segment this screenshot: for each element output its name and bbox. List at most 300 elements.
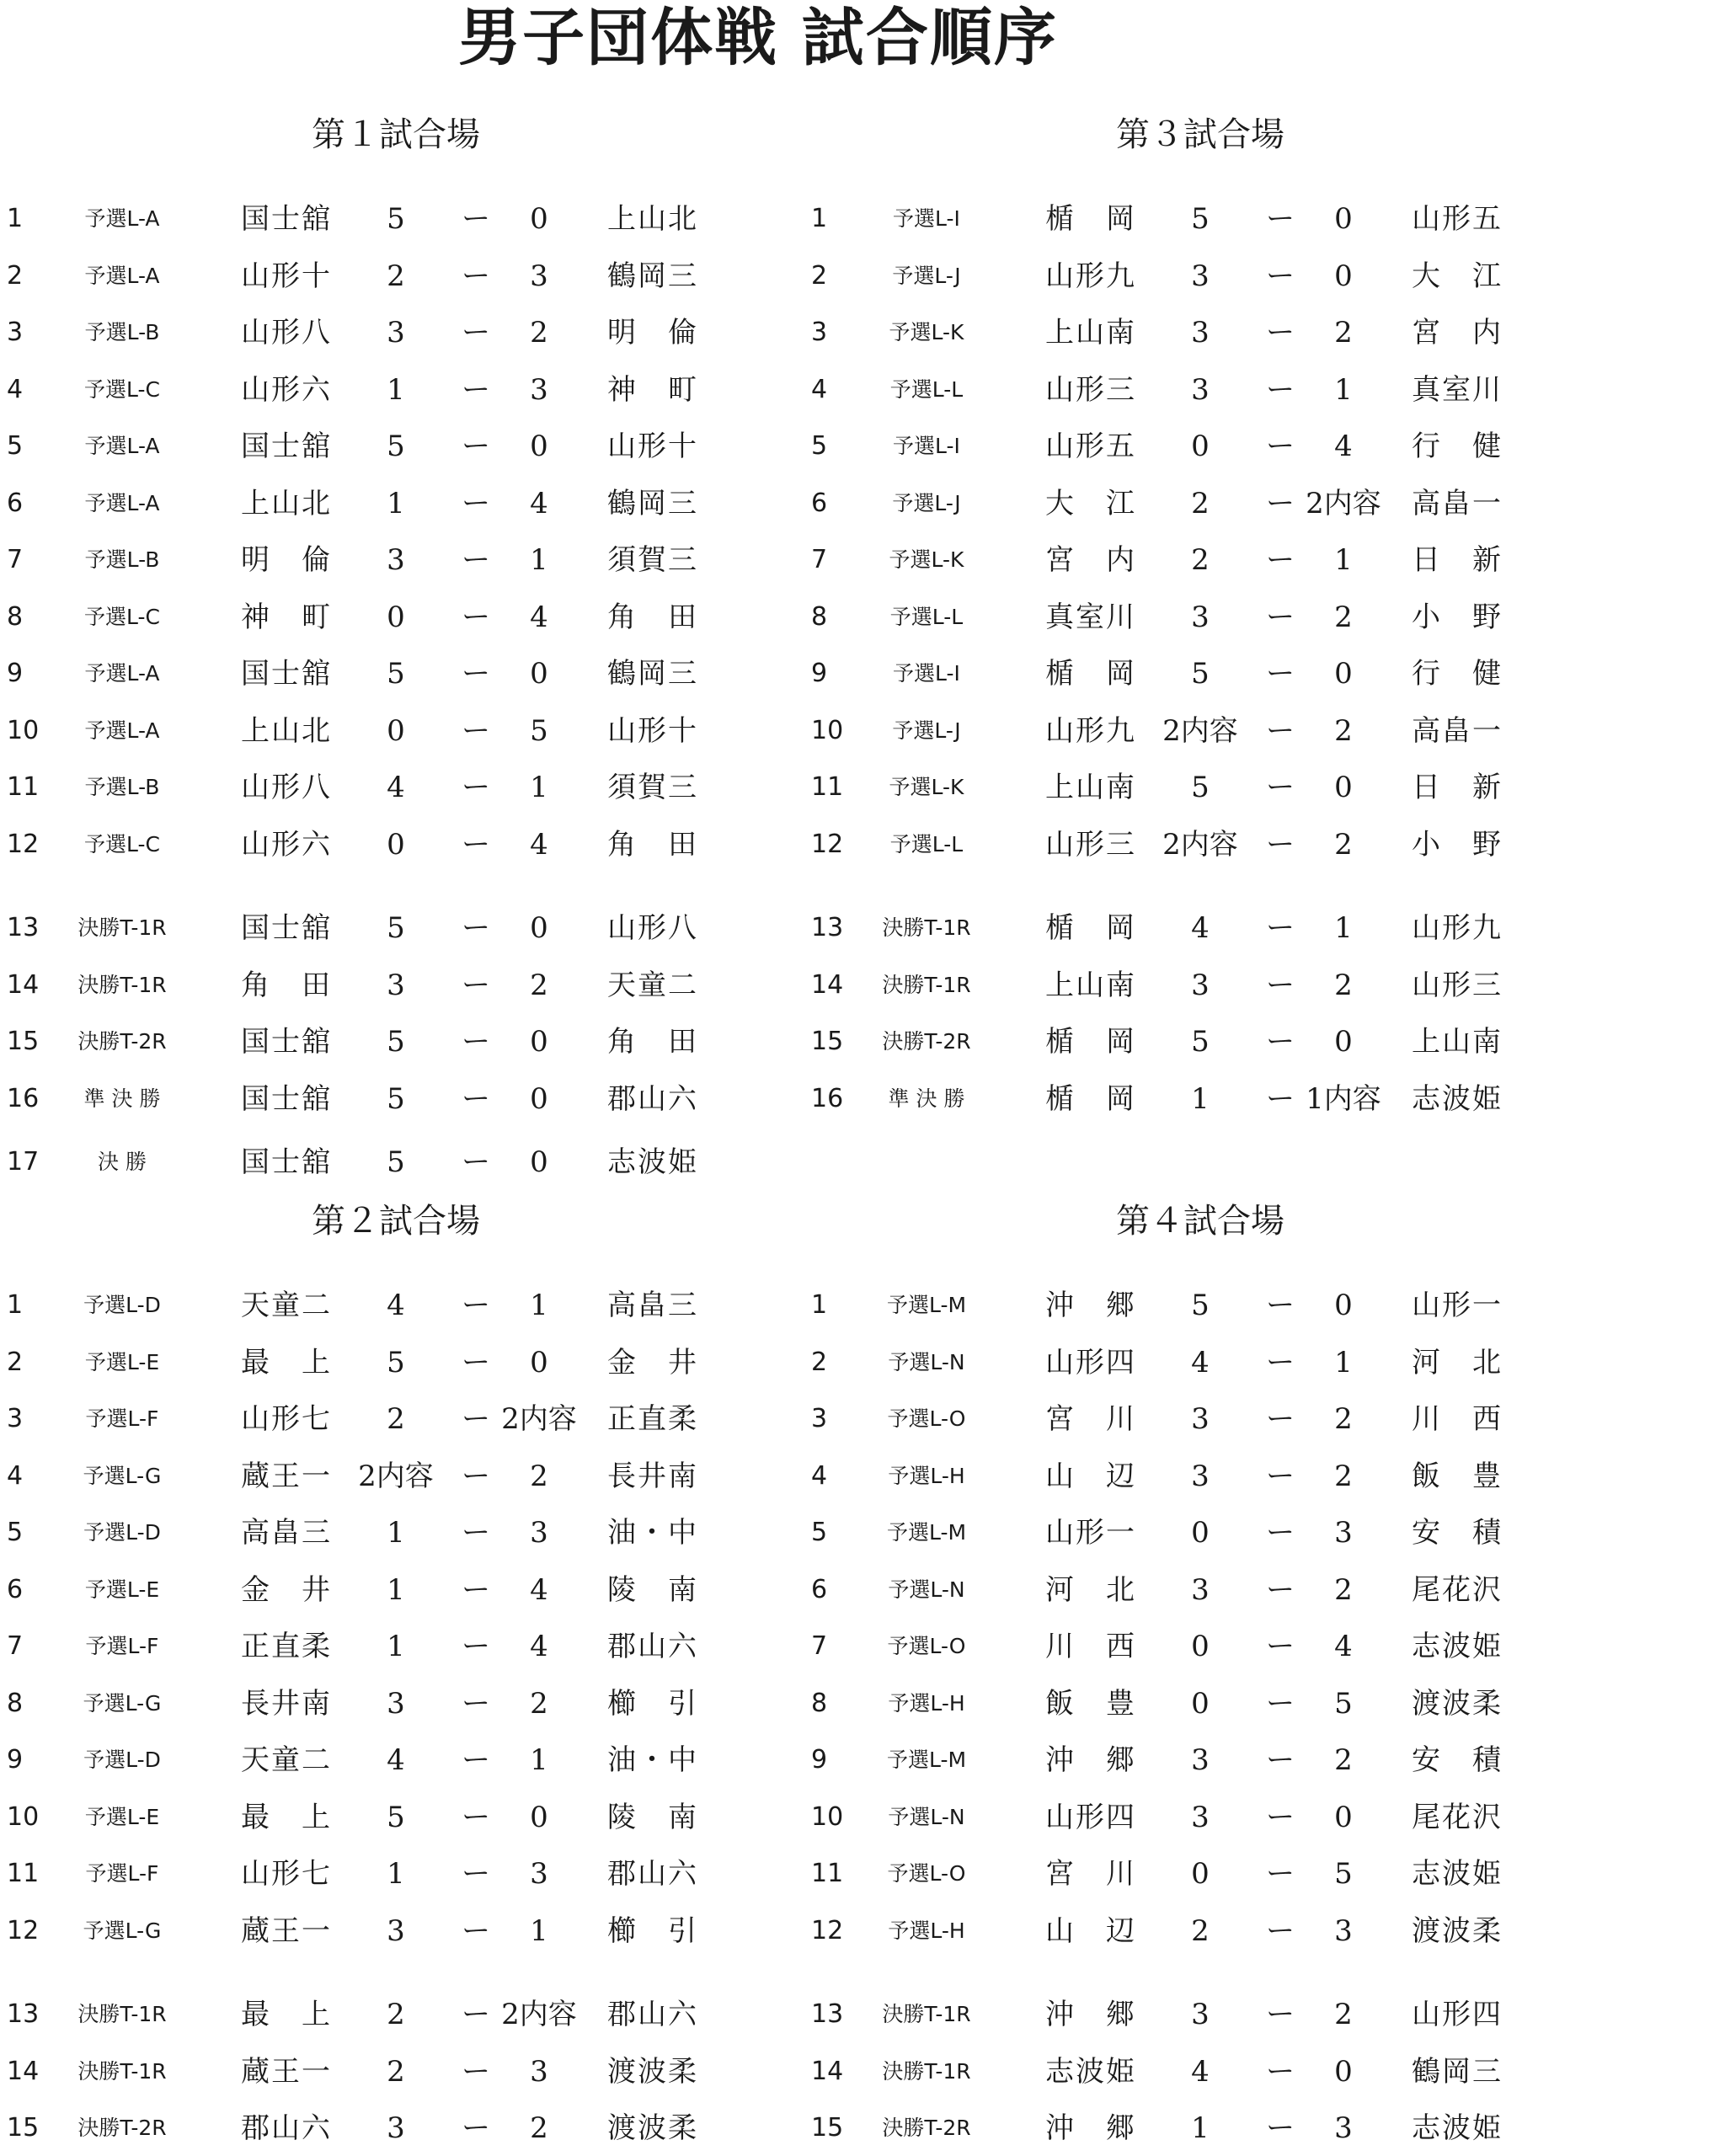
score-separator: ー — [462, 1800, 490, 1834]
team-2-name: 明 倫 — [607, 316, 698, 350]
team-2-name: 宮 内 — [1412, 316, 1503, 350]
match-round: 予選L-G — [83, 1690, 162, 1716]
match-number: 10 — [811, 1801, 844, 1832]
team-1-score: 1 — [387, 1630, 405, 1663]
score-separator: ー — [1266, 372, 1295, 407]
team-2-score: 0 — [1334, 771, 1353, 804]
team-1-name: 山形四 — [1045, 1800, 1136, 1834]
score-separator: ー — [1266, 1516, 1295, 1550]
match-round: 予選L-A — [84, 434, 160, 458]
team-1-name: 宮 川 — [1045, 1857, 1136, 1891]
team-1-name: 天童二 — [241, 1289, 332, 1322]
match-row — [804, 1337, 1647, 1388]
team-1-name: 蔵王一 — [241, 1459, 332, 1493]
team-2-name: 小 野 — [1412, 827, 1503, 862]
match-row — [0, 1337, 842, 1388]
match-round: 予選L-M — [886, 1520, 967, 1545]
score-separator: ー — [1266, 1345, 1295, 1380]
match-row — [0, 1451, 842, 1502]
team-2-name: 小 野 — [1412, 600, 1503, 634]
match-row — [0, 535, 842, 585]
match-row — [0, 762, 842, 813]
team-2-name: 真室川 — [1412, 372, 1503, 407]
team-1-score: 2内容 — [1162, 827, 1238, 862]
team-1-score: 3 — [1191, 1402, 1210, 1436]
match-round: 予選L-H — [888, 1690, 965, 1716]
team-2-name: 安 積 — [1412, 1743, 1503, 1777]
score-separator: ー — [1266, 543, 1295, 577]
match-row — [804, 903, 1647, 953]
team-2-score: 2 — [530, 968, 548, 1002]
team-2-score: 2 — [530, 316, 548, 350]
team-1-name: 長井南 — [241, 1686, 332, 1721]
match-row — [804, 2103, 1647, 2153]
score-separator: ー — [462, 2054, 490, 2089]
team-2-name: 飯 豊 — [1412, 1459, 1503, 1493]
team-1-name: 国士舘 — [241, 657, 332, 691]
team-2-name: 山形十 — [607, 713, 698, 748]
team-1-score: 5 — [387, 430, 405, 463]
match-row — [0, 1792, 842, 1843]
team-2-score: 2内容 — [1306, 486, 1381, 520]
match-number: 9 — [7, 1745, 24, 1774]
team-2-score: 0 — [1334, 1025, 1353, 1059]
team-1-name: 山 辺 — [1045, 1459, 1136, 1493]
team-2-score: 1 — [530, 1743, 548, 1777]
match-round: 決勝T-1R — [882, 972, 971, 997]
score-separator: ー — [462, 1081, 490, 1116]
team-1-score: 0 — [387, 600, 405, 634]
team-1-name: 上山北 — [241, 713, 332, 748]
team-1-score: 5 — [387, 1025, 405, 1059]
team-1-score: 4 — [1191, 1345, 1210, 1380]
team-2-name: 鶴岡三 — [1412, 2054, 1503, 2089]
match-round: 予選L-E — [84, 1577, 160, 1602]
team-1-score: 1 — [387, 1857, 405, 1891]
team-2-name: 油・中 — [607, 1516, 698, 1550]
team-2-name: 大 江 — [1412, 259, 1503, 293]
team-1-name: 山 辺 — [1045, 1913, 1136, 1948]
match-round: 予選L-O — [887, 1861, 966, 1886]
match-round: 予選L-G — [83, 1918, 162, 1943]
match-row — [804, 365, 1647, 415]
team-1-name: 上山北 — [241, 486, 332, 520]
team-2-score: 3 — [530, 372, 548, 407]
match-round: 予選L-N — [888, 1804, 965, 1829]
match-row — [0, 1565, 842, 1615]
team-1-name: 山形七 — [241, 1857, 332, 1891]
team-2-name: 鶴岡三 — [607, 486, 698, 520]
match-number: 16 — [7, 1083, 40, 1113]
team-1-name: 神 町 — [241, 600, 332, 634]
match-round: 予選L-M — [886, 1293, 967, 1317]
match-row — [0, 478, 842, 529]
match-number: 12 — [811, 829, 844, 859]
score-separator: ー — [1266, 1459, 1295, 1493]
score-separator: ー — [1266, 1913, 1295, 1948]
team-2-score: 4 — [1334, 430, 1353, 463]
match-number: 7 — [7, 545, 24, 574]
team-2-score: 3 — [530, 1857, 548, 1891]
team-2-name: 角 田 — [607, 1025, 698, 1059]
score-separator: ー — [1266, 1289, 1295, 1322]
team-1-score: 3 — [1191, 600, 1210, 634]
match-row — [804, 478, 1647, 529]
team-2-score: 2 — [530, 2111, 548, 2145]
team-1-score: 5 — [387, 1800, 405, 1834]
score-separator: ー — [462, 713, 490, 748]
match-row — [0, 1137, 842, 1187]
match-number: 11 — [7, 772, 40, 802]
match-round: 予選L-C — [84, 604, 160, 629]
team-2-name: 郡山六 — [607, 1630, 698, 1663]
score-separator: ー — [462, 1345, 490, 1380]
match-round: 予選L-F — [85, 1634, 159, 1658]
team-2-name: 尾花沢 — [1412, 1800, 1503, 1834]
team-1-name: 最 上 — [241, 1345, 332, 1380]
team-1-score: 0 — [387, 827, 405, 862]
team-2-name: 長井南 — [607, 1459, 698, 1493]
team-2-score: 0 — [530, 1025, 548, 1059]
score-separator: ー — [1266, 316, 1295, 350]
team-2-score: 2 — [1334, 600, 1353, 634]
team-1-score: 3 — [1191, 1998, 1210, 2031]
team-2-score: 0 — [530, 1800, 548, 1834]
score-separator: ー — [462, 1913, 490, 1948]
team-2-score: 2 — [1334, 713, 1353, 748]
match-round: 予選L-K — [889, 320, 964, 344]
match-row — [0, 1678, 842, 1729]
match-round: 予選L-J — [892, 718, 961, 743]
team-1-score: 3 — [387, 543, 405, 577]
match-number: 1 — [7, 204, 24, 233]
match-number: 1 — [7, 1290, 24, 1320]
team-2-score: 1 — [530, 543, 548, 577]
team-2-score: 3 — [530, 259, 548, 293]
match-number: 6 — [811, 488, 828, 518]
team-1-name: 宮 内 — [1045, 543, 1136, 577]
team-1-score: 4 — [1191, 2054, 1210, 2089]
match-row — [0, 1989, 842, 2040]
team-1-name: 河 北 — [1045, 1572, 1136, 1607]
team-2-score: 2内容 — [501, 1998, 577, 2031]
team-1-name: 金 井 — [241, 1572, 332, 1607]
match-round: 決勝T-1R — [882, 2002, 971, 2026]
team-1-name: 上山南 — [1045, 771, 1136, 804]
score-separator: ー — [462, 1630, 490, 1663]
team-1-name: 山形五 — [1045, 430, 1136, 463]
team-1-score: 4 — [387, 1743, 405, 1777]
team-2-score: 2 — [1334, 1572, 1353, 1607]
team-1-score: 2内容 — [358, 1459, 434, 1493]
match-number: 10 — [7, 715, 40, 745]
team-2-score: 0 — [1334, 1800, 1353, 1834]
team-1-name: 最 上 — [241, 1998, 332, 2031]
venue-title: 第２試合場 — [312, 1202, 480, 1241]
team-2-name: 鶴岡三 — [607, 657, 698, 691]
team-2-score: 2 — [1334, 1998, 1353, 2031]
match-round: 決勝T-2R — [882, 1029, 971, 1054]
team-2-name: 鶴岡三 — [607, 259, 698, 293]
match-number: 3 — [7, 318, 24, 347]
team-2-name: 行 健 — [1412, 430, 1503, 463]
match-row — [0, 1849, 842, 1899]
score-separator: ー — [1266, 1081, 1295, 1116]
team-1-score: 0 — [1191, 1686, 1210, 1721]
score-separator: ー — [462, 1402, 490, 1436]
match-number: 5 — [811, 1518, 828, 1547]
team-2-score: 2 — [1334, 1459, 1353, 1493]
match-round: 決勝T-1R — [77, 915, 167, 940]
team-2-name: 行 健 — [1412, 657, 1503, 691]
team-2-name: 上山南 — [1412, 1025, 1503, 1059]
team-2-name: 須賀三 — [607, 543, 698, 577]
score-separator: ー — [1266, 911, 1295, 945]
match-number: 4 — [811, 374, 828, 404]
match-row — [0, 1735, 842, 1785]
team-1-name: 沖 郷 — [1045, 1289, 1136, 1322]
team-2-name: 志波姫 — [1412, 1081, 1503, 1116]
team-1-name: 飯 豊 — [1045, 1686, 1136, 1721]
team-2-name: 川 西 — [1412, 1402, 1503, 1436]
team-2-name: 高畠一 — [1412, 713, 1503, 748]
match-number: 6 — [811, 1574, 828, 1604]
team-2-name: 日 新 — [1412, 543, 1503, 577]
match-number: 3 — [7, 1404, 24, 1433]
team-1-name: 国士舘 — [241, 1145, 332, 1179]
match-row — [804, 535, 1647, 585]
match-row — [804, 1792, 1647, 1843]
match-round: 予選L-C — [84, 831, 160, 857]
match-round: 予選L-B — [84, 775, 160, 799]
team-2-score: 1内容 — [1306, 1081, 1381, 1116]
match-row — [804, 648, 1647, 699]
team-2-score: 2 — [1334, 968, 1353, 1002]
team-1-name: 山形八 — [241, 316, 332, 350]
score-separator: ー — [1266, 1998, 1295, 2031]
match-number: 8 — [811, 601, 828, 632]
team-2-score: 1 — [1334, 372, 1353, 407]
team-2-score: 0 — [1334, 202, 1353, 236]
team-1-score: 3 — [387, 1913, 405, 1948]
match-number: 15 — [811, 1027, 844, 1056]
team-2-score: 1 — [530, 1913, 548, 1948]
match-row — [804, 307, 1647, 358]
team-1-score: 3 — [387, 1686, 405, 1721]
team-2-score: 5 — [530, 713, 548, 748]
match-round: 準 決 勝 — [888, 1086, 965, 1111]
team-2-score: 1 — [530, 1289, 548, 1322]
team-1-score: 5 — [387, 911, 405, 945]
score-separator: ー — [462, 1572, 490, 1607]
team-1-name: 国士舘 — [241, 430, 332, 463]
match-number: 14 — [7, 969, 40, 1000]
score-separator: ー — [1266, 771, 1295, 804]
score-separator: ー — [1266, 1572, 1295, 1607]
team-1-score: 2 — [1191, 1913, 1210, 1948]
team-1-name: 正直柔 — [241, 1630, 332, 1663]
team-1-name: 郡山六 — [241, 2111, 332, 2145]
match-row — [0, 307, 842, 358]
score-separator: ー — [462, 2111, 490, 2145]
team-2-score: 0 — [530, 1145, 548, 1179]
team-2-score: 2 — [530, 1686, 548, 1721]
score-separator: ー — [1266, 827, 1295, 862]
score-separator: ー — [1266, 259, 1295, 293]
team-1-score: 1 — [387, 1516, 405, 1550]
team-1-score: 4 — [387, 1289, 405, 1322]
match-row — [0, 1621, 842, 1672]
match-number: 9 — [811, 1745, 828, 1774]
team-2-score: 0 — [530, 1345, 548, 1380]
team-1-name: 上山南 — [1045, 968, 1136, 1002]
score-separator: ー — [462, 1145, 490, 1179]
team-1-score: 3 — [1191, 1572, 1210, 1607]
match-round: 予選L-B — [84, 320, 160, 344]
team-2-score: 2 — [530, 1459, 548, 1493]
team-2-score: 4 — [530, 486, 548, 520]
score-separator: ー — [462, 316, 490, 350]
match-row — [0, 706, 842, 756]
team-1-name: 山形六 — [241, 372, 332, 407]
match-number: 4 — [7, 374, 24, 404]
team-1-score: 5 — [1191, 1025, 1210, 1059]
score-separator: ー — [462, 430, 490, 463]
team-1-name: 楯 岡 — [1045, 657, 1136, 691]
team-2-name: 陵 南 — [607, 1572, 698, 1607]
match-row — [0, 1394, 842, 1444]
match-number: 15 — [811, 2113, 844, 2143]
match-row — [0, 1508, 842, 1558]
team-1-score: 5 — [1191, 1289, 1210, 1322]
match-number: 16 — [811, 1083, 844, 1113]
score-separator: ー — [462, 1025, 490, 1059]
match-number: 14 — [7, 2056, 40, 2086]
team-1-score: 2 — [387, 2054, 405, 2089]
team-1-name: 国士舘 — [241, 202, 332, 236]
score-separator: ー — [462, 771, 490, 804]
match-round: 予選L-A — [84, 490, 160, 515]
match-row — [804, 251, 1647, 302]
match-row — [804, 194, 1647, 244]
match-number: 14 — [811, 2056, 844, 2086]
match-row — [0, 1074, 842, 1124]
team-1-score: 3 — [1191, 1459, 1210, 1493]
match-round: 予選L-F — [85, 1861, 159, 1886]
team-1-name: 山形九 — [1045, 713, 1136, 748]
team-2-name: 渡波柔 — [607, 2111, 698, 2145]
match-round: 決勝T-2R — [77, 2116, 167, 2140]
team-2-score: 0 — [1334, 657, 1353, 691]
match-round: 予選L-E — [84, 1804, 160, 1829]
team-1-name: 国士舘 — [241, 1025, 332, 1059]
match-round: 予選L-N — [888, 1577, 965, 1602]
match-round: 予選L-C — [84, 376, 160, 402]
match-row — [0, 194, 842, 244]
team-1-score: 4 — [387, 771, 405, 804]
team-1-score: 0 — [1191, 430, 1210, 463]
team-2-name: 山形八 — [607, 911, 698, 945]
match-number: 8 — [811, 1688, 828, 1718]
team-2-name: 志波姫 — [1412, 1857, 1503, 1891]
match-round: 決勝T-1R — [77, 972, 167, 997]
team-2-score: 1 — [530, 771, 548, 804]
team-1-score: 5 — [387, 1145, 405, 1179]
team-2-score: 0 — [530, 1081, 548, 1116]
team-1-score: 1 — [387, 486, 405, 520]
team-1-score: 3 — [1191, 968, 1210, 1002]
team-1-score: 2 — [1191, 486, 1210, 520]
score-separator: ー — [1266, 486, 1295, 520]
match-row — [804, 1849, 1647, 1899]
match-number: 10 — [811, 715, 844, 745]
match-round: 予選L-I — [893, 206, 960, 231]
score-separator: ー — [1266, 2054, 1295, 2089]
match-row — [0, 1280, 842, 1331]
team-2-name: 天童二 — [607, 968, 698, 1002]
score-separator: ー — [1266, 600, 1295, 634]
team-1-score: 3 — [1191, 316, 1210, 350]
team-1-name: 角 田 — [241, 968, 332, 1002]
match-round: 予選L-I — [893, 434, 960, 458]
match-row — [0, 251, 842, 302]
match-row — [804, 1074, 1647, 1124]
score-separator: ー — [462, 372, 490, 407]
score-separator: ー — [1266, 1630, 1295, 1663]
score-separator: ー — [462, 827, 490, 862]
score-separator: ー — [462, 1516, 490, 1550]
team-2-score: 0 — [1334, 259, 1353, 293]
team-2-name: 山形一 — [1412, 1289, 1503, 1322]
match-row — [804, 1017, 1647, 1067]
team-2-name: 櫛 引 — [607, 1686, 698, 1721]
team-2-score: 3 — [1334, 1913, 1353, 1948]
team-2-score: 3 — [530, 2054, 548, 2089]
match-number: 5 — [811, 431, 828, 461]
page-title: 男子団体戦 試合順序 — [458, 2, 1058, 74]
match-row — [804, 1565, 1647, 1615]
team-2-name: 郡山六 — [607, 1998, 698, 2031]
match-round: 予選L-L — [889, 376, 964, 402]
team-2-name: 高畠一 — [1412, 486, 1503, 520]
team-1-name: 沖 郷 — [1045, 2111, 1136, 2145]
team-1-name: 大 江 — [1045, 486, 1136, 520]
team-2-score: 4 — [530, 600, 548, 634]
team-2-score: 1 — [1334, 1345, 1353, 1380]
match-number: 12 — [7, 1915, 40, 1945]
team-1-name: 天童二 — [241, 1743, 332, 1777]
match-round: 予選L-O — [887, 1634, 966, 1658]
team-2-score: 1 — [1334, 543, 1353, 577]
match-number: 8 — [7, 601, 24, 632]
team-1-name: 山形三 — [1045, 372, 1136, 407]
team-2-name: 角 田 — [607, 827, 698, 862]
match-round: 予選L-L — [889, 604, 964, 629]
team-1-score: 5 — [387, 202, 405, 236]
score-separator: ー — [1266, 1686, 1295, 1721]
match-round: 予選L-L — [889, 831, 964, 857]
score-separator: ー — [1266, 968, 1295, 1002]
match-row — [804, 819, 1647, 870]
team-1-score: 2 — [387, 1998, 405, 2031]
match-number: 15 — [7, 2113, 40, 2143]
team-2-score: 4 — [530, 1572, 548, 1607]
team-1-name: 最 上 — [241, 1800, 332, 1834]
score-separator: ー — [462, 202, 490, 236]
match-row — [804, 421, 1647, 472]
team-2-name: 神 町 — [607, 372, 698, 407]
score-separator: ー — [462, 486, 490, 520]
